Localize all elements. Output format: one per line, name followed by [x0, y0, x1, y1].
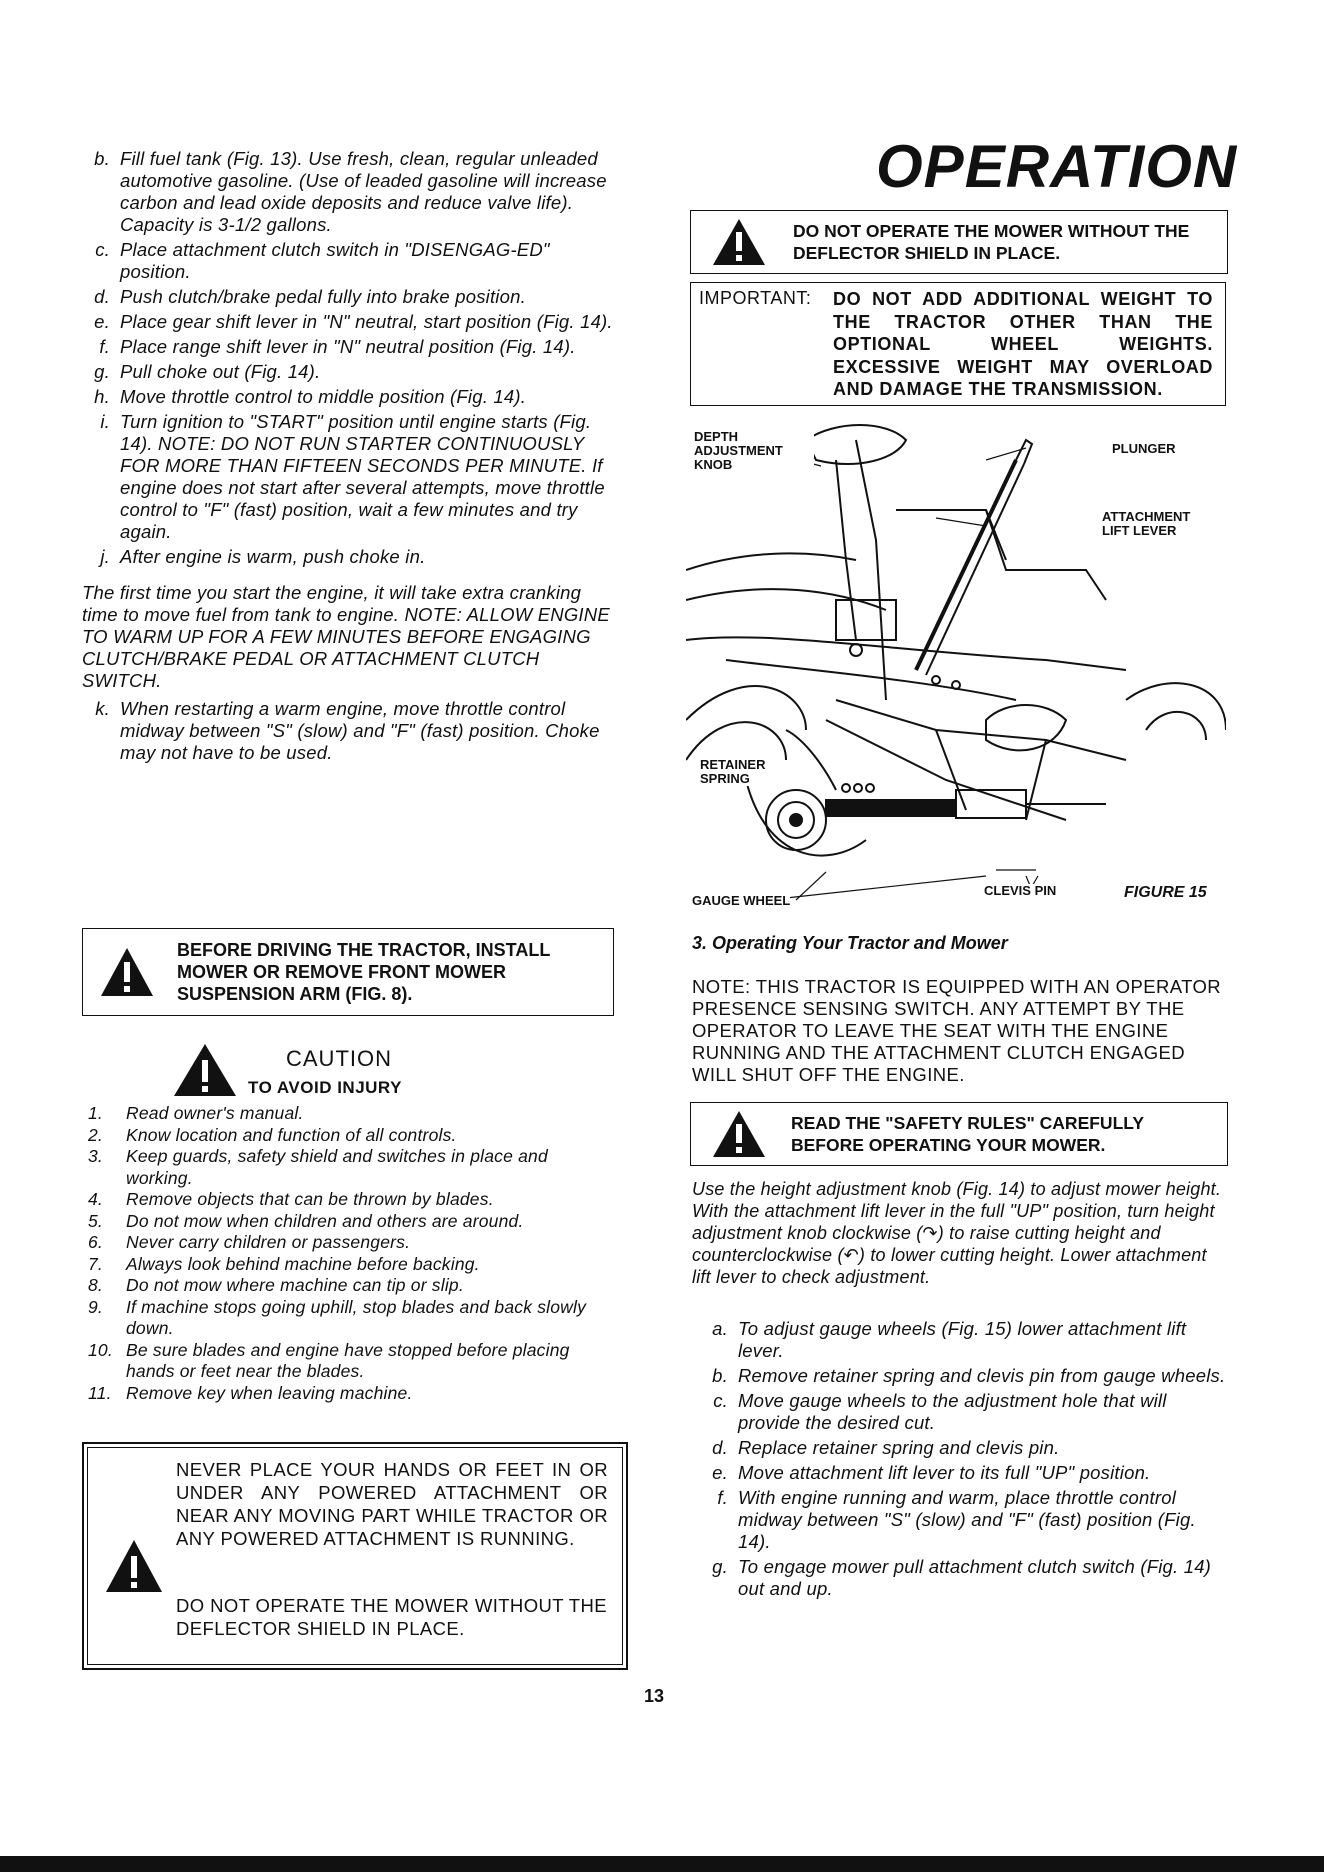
list-item: b. Remove retainer spring and clevis pin from gauge wheels. — [712, 1365, 1226, 1386]
restart-step — [82, 698, 616, 764]
label-plunger: PLUNGER — [1112, 441, 1176, 456]
caution-triangle-icon — [172, 1042, 238, 1098]
warning-box-hands-feet — [82, 1442, 628, 1670]
list-item: 5. Do not mow when children and others are around. — [88, 1210, 524, 1231]
figure-caption: FIGURE 15 — [1124, 884, 1207, 901]
caution-subtitle: TO AVOID INJURY — [248, 1078, 402, 1097]
figure-15 — [686, 400, 1226, 920]
left-column — [82, 148, 616, 767]
tractor-mower-illustration — [686, 400, 1226, 920]
warning-text-hands: NEVER PLACE YOUR HANDS OR FEET IN OR UNDER ANY POWERED ATTACHMENT OR NEAR ANY MOVING PART WHILE TRACTOR OR ANY POWERED ATTACHMENT IS RUNNING. — [176, 1459, 608, 1549]
list-item: j. After engine is warm, push choke in. — [100, 546, 426, 567]
list-item: e. Place gear shift lever in "N" neutral, start position (Fig. 14). — [94, 311, 613, 332]
safety-rules-list — [82, 1103, 616, 1404]
scan-bottom-gap — [0, 1852, 1324, 1856]
warning-text: BEFORE DRIVING THE TRACTOR, INSTALL MOWER OR REMOVE FRONT MOWER SUSPENSION ARM (FIG. 8). — [177, 940, 551, 1004]
list-item: b. Fill fuel tank (Fig. 13). Use fresh, clean, regular unleaded automotive gasoline. (Use of leaded gasoline will increase carbon and lead oxide deposits and reduce valve life). Capacity is 3-1/2 gallons. — [94, 148, 607, 235]
list-item: d. Push clutch/brake pedal fully into brake position. — [94, 286, 526, 307]
warning-box-safety-rules — [690, 1102, 1228, 1166]
caution-title: CAUTION — [286, 1046, 392, 1071]
list-item: 2. Know location and function of all controls. — [88, 1124, 457, 1145]
important-text: DO NOT ADD ADDITIONAL WEIGHT TO THE TRACTOR OTHER THAN THE OPTIONAL WHEEL WEIGHTS. EXCESSIVE WEIGHT MAY OVERLOAD AND DAMAGE THE TRANSMISSION. — [833, 289, 1213, 399]
important-label: IMPORTANT: — [699, 288, 812, 308]
label-depth-adjustment-knob: DEPTH ADJUSTMENT KNOB — [694, 430, 814, 472]
label-attachment-lift-lever: ATTACHMENT LIFT LEVER — [1102, 510, 1212, 538]
list-item: 11. Remove key when leaving machine. — [88, 1382, 413, 1403]
list-item: 10. Be sure blades and engine have stopped before placing hands or feet near the blades. — [88, 1339, 570, 1381]
warning-triangle-icon — [711, 217, 767, 267]
gauge-wheel-steps — [700, 1318, 1226, 1603]
section-heading: 3. Operating Your Tractor and Mower — [692, 933, 1008, 953]
warning-triangle-icon — [711, 1109, 767, 1159]
label-gauge-wheel: GAUGE WHEEL — [692, 893, 791, 908]
list-item: 6. Never carry children or passengers. — [88, 1232, 411, 1252]
starting-steps — [82, 148, 616, 568]
height-adjustment-paragraph: Use the height adjustment knob (Fig. 14) to adjust mower height. With the attachment lift lever in the full "UP" position, turn height adjustment knob clockwise (↷) to raise cutting height and counterclockwise (↶) to lower cutting height. Lower attachment lift lever to check adjustment. — [692, 1179, 1222, 1287]
warning-text: DO NOT OPERATE THE MOWER WITHOUT THE DEFLECTOR SHIELD IN PLACE. — [793, 221, 1190, 263]
list-item: e. Move attachment lift lever to its full "UP" position. — [712, 1462, 1151, 1483]
list-item: 1. Read owner's manual. — [88, 1103, 304, 1123]
list-item: 8. Do not mow where machine can tip or slip. — [88, 1275, 464, 1295]
label-retainer-spring: RETAINER SPRING — [700, 758, 784, 786]
presence-switch-note: NOTE: THIS TRACTOR IS EQUIPPED WITH AN OPERATOR PRESENCE SENSING SWITCH. ANY ATTEMPT BY THE OPERATOR TO LEAVE THE SEAT WITH THE ENGINE RUNNING AND THE ATTACHMENT CLUTCH ENGAGED WILL SHUT OFF THE ENGINE. — [692, 976, 1221, 1085]
first-time-paragraph: The first time you start the engine, it will take extra cranking time to move fuel from tank to engine. NOTE: ALLOW ENGINE TO WARM UP FOR A FEW MINUTES BEFORE ENGAGING CLUTCH/BRAKE PEDAL OR ATTACHMENT CLUTCH SWITCH. — [82, 582, 610, 691]
list-item: 9. If machine stops going uphill, stop blades and back slowly down. — [88, 1296, 587, 1338]
label-clevis-pin: CLEVIS PIN — [984, 883, 1057, 898]
page-number: 13 — [644, 1686, 665, 1706]
list-item: 3. Keep guards, safety shield and switches in place and working. — [88, 1146, 548, 1188]
list-item: a. To adjust gauge wheels (Fig. 15) lower attachment lift lever. — [712, 1318, 1187, 1361]
important-box — [690, 282, 1226, 406]
list-item: i. Turn ignition to "START" position until engine starts (Fig. 14). NOTE: DO NOT RUN STARTER CONTINUOUSLY FOR MORE THAN FIFTEEN SECONDS PER MINUTE. If engine does not start after several attempts, move throttle control to "F" (fast) position, wait a few minutes and try again. — [100, 411, 605, 542]
warning-box-before-driving — [82, 928, 614, 1016]
warning-box-deflector — [690, 210, 1228, 274]
list-item: g. To engage mower pull attachment clutch switch (Fig. 14) out and up. — [712, 1556, 1212, 1599]
list-item: f. With engine running and warm, place throttle control midway between "S" (slow) and "F" (fast) position (Fig. 14). — [717, 1487, 1196, 1552]
list-item: d. Replace retainer spring and clevis pin. — [712, 1437, 1060, 1458]
list-item: c. Move gauge wheels to the adjustment hole that will provide the desired cut. — [713, 1390, 1167, 1433]
list-item: g. Pull choke out (Fig. 14). — [94, 361, 321, 382]
warning-triangle-icon — [104, 1538, 164, 1594]
list-item: k. When restarting a warm engine, move throttle control midway between "S" (slow) and "F" (fast) position. Choke may not have to be used. — [95, 698, 600, 763]
warning-text: READ THE "SAFETY RULES" CAREFULLY BEFORE OPERATING YOUR MOWER. — [791, 1113, 1144, 1155]
list-item: 4. Remove objects that can be thrown by blades. — [88, 1189, 494, 1209]
warning-triangle-icon — [99, 946, 155, 998]
list-item: f. Place range shift lever in "N" neutral position (Fig. 14). — [99, 336, 576, 357]
list-item: h. Move throttle control to middle position (Fig. 14). — [94, 386, 527, 407]
list-item: c. Place attachment clutch switch in "DISENGAG-ED" position. — [95, 239, 550, 282]
list-item: 7. Always look behind machine before backing. — [88, 1253, 480, 1274]
page-title: OPERATION — [876, 133, 1238, 200]
warning-text-deflector: DO NOT OPERATE THE MOWER WITHOUT THE DEFLECTOR SHIELD IN PLACE. — [176, 1595, 608, 1639]
